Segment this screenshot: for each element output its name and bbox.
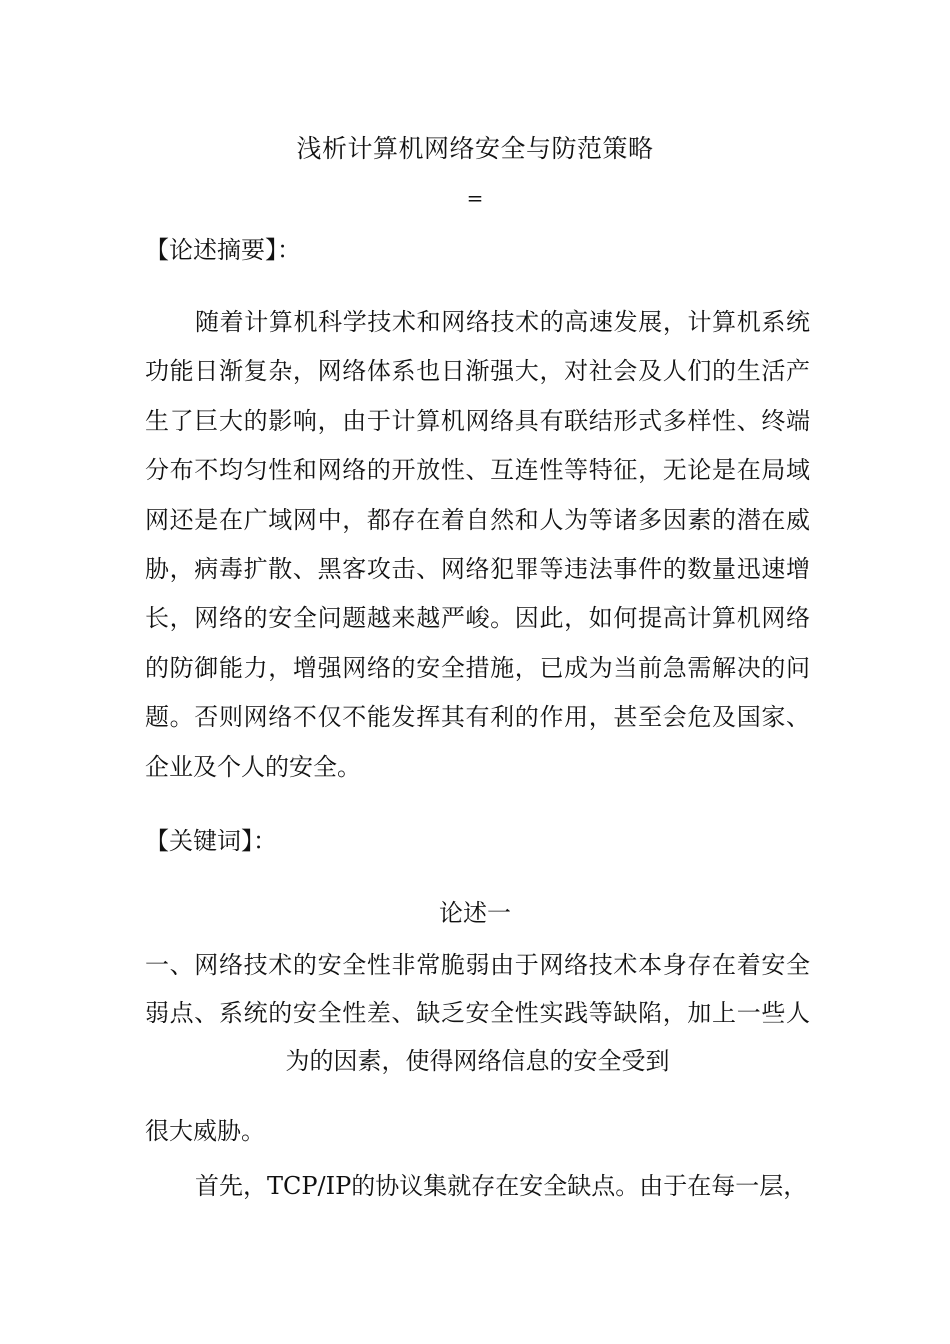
- section-intro-continuation: 很大威胁。: [145, 1117, 265, 1145]
- title-separator-mark: =: [466, 186, 484, 210]
- body-paragraph: 首先，TCP/IP的协议集就存在安全缺点。由于在每一层，: [195, 1172, 808, 1200]
- abstract-paragraph: 随着计算机科学技术和网络技术的高速发展，计算机系统功能日渐复杂，网络体系也日渐强大，对社会及人们的生活产生了巨大的影响，由于计算机网络具有联结形式多样性、终端分布不均匀性和网络的开放性、互连性等特征，无论是在局域网还是在广域网中，都存在着自然和人为等诸多因素的潜在威胁，病毒扩散、黑客攻击、网络犯罪等违法事件的数量迅速增长，网络的安全问题越来越严峻。因此，如何提高计算机网络的防御能力，增强网络的安全措施，已成为当前急需解决的问题。否则网络不仅不能发挥其有利的作用，甚至会危及国家、企业及个人的安全。: [145, 308, 810, 781]
- section-heading: 论述一: [439, 899, 511, 927]
- keywords-label: 【关键词】：: [145, 827, 277, 855]
- section-intro-heading: 一、网络技术的安全性非常脆弱由于网络技术本身存在着安全弱点、系统的安全性差、缺乏安全性实践等缺陷，加上一些人为的因素，使得网络信息的安全受到: [145, 951, 810, 1075]
- abstract-label: 【论述摘要】：: [145, 236, 301, 264]
- page-title: 浅析计算机网络安全与防范策略: [296, 134, 654, 163]
